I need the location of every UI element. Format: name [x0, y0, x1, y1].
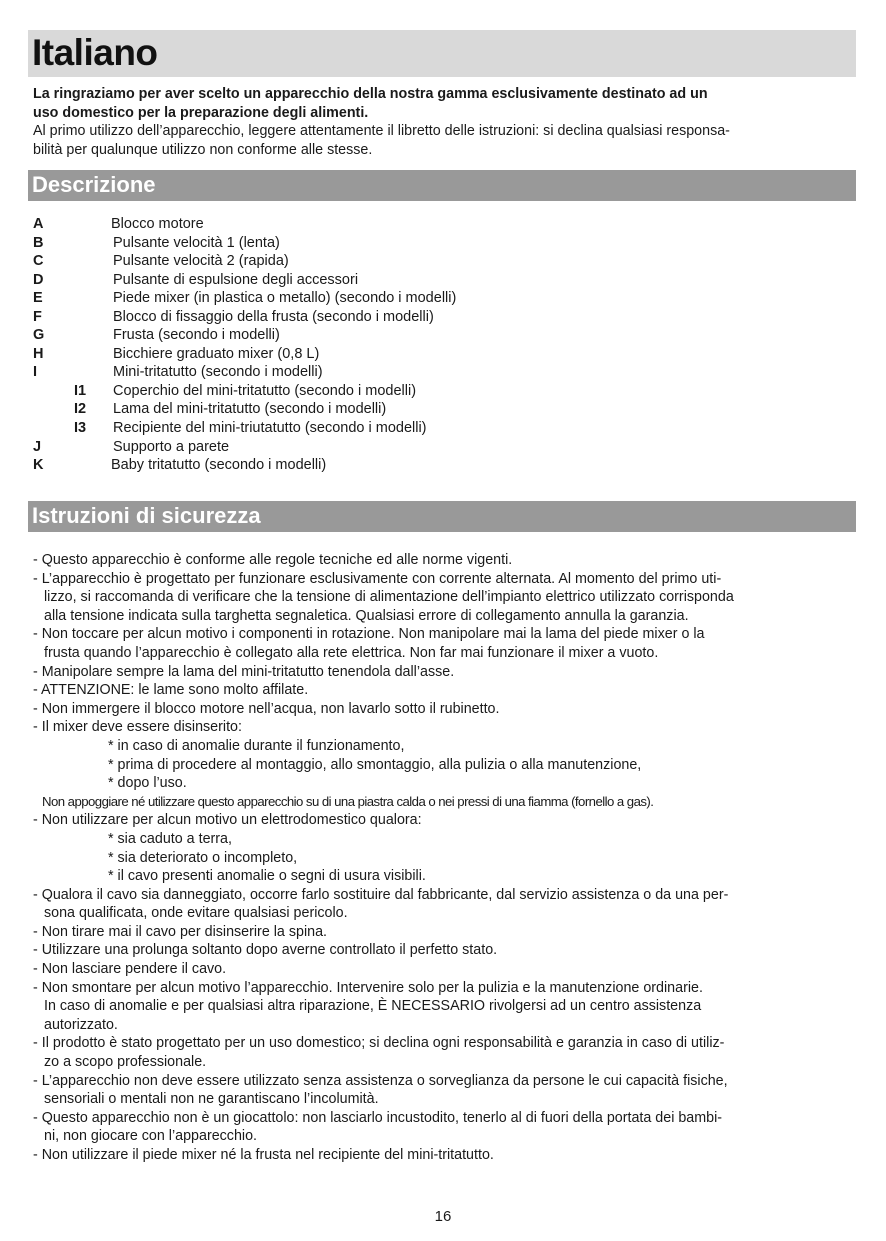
safety-line: - L’apparecchio non deve essere utilizzato senza assistenza o sorveglianza da persone le cui capacità fisiche, [33, 1072, 728, 1089]
part-label: Supporto a parete [113, 438, 230, 455]
parts-list [33, 215, 853, 475]
safety-line: - Manipolare sempre la lama del mini-tritatutto tenendola dall’asse. [33, 663, 455, 680]
list-item [33, 438, 853, 457]
safety-subitem: * il cavo presenti anomalie o segni di usura visibili. [108, 868, 426, 885]
safety-line: - L’apparecchio è progettato per funzionare esclusivamente con corrente alternata. Al momento del primo uti- [33, 570, 722, 587]
part-code: I3 [74, 420, 87, 437]
title-bar [28, 30, 856, 77]
list-item [33, 252, 853, 271]
part-code: G [33, 327, 45, 344]
safety-line: - Non lasciare pendere il cavo. [33, 961, 227, 978]
safety-subitem: * dopo l’uso. [108, 775, 187, 792]
description-header [28, 170, 856, 201]
page-title: Italiano [32, 32, 158, 73]
safety-line: ni, non giocare con l’apparecchio. [44, 1128, 258, 1145]
part-code: A [33, 216, 44, 232]
safety-item [33, 1072, 855, 1109]
section-title: Descrizione [32, 172, 156, 197]
list-item [33, 400, 853, 419]
part-label: Pulsante di espulsione degli accessori [113, 271, 359, 288]
safety-subitem: * prima di procedere al montaggio, allo smontaggio, alla pulizia o alla manutenzione, [108, 756, 642, 773]
part-code: F [33, 308, 42, 325]
part-label: Pulsante velocità 2 (rapida) [113, 253, 289, 270]
part-code: B [33, 234, 44, 251]
safety-line: Non appoggiare né utilizzare questo apparecchio su di una piastra calda o nei pressi di una fiamma (fornello a gas). [42, 793, 654, 809]
list-item [33, 382, 853, 401]
safety-line: - Non utilizzare il piede mixer né la frusta nel recipiente del mini-tritatutto. [33, 1147, 494, 1163]
part-code: I [33, 364, 38, 381]
page-number: 16 [434, 1208, 452, 1225]
safety-line: - Qualora il cavo sia danneggiato, occorre farlo sostituire dal fabbricante, dal servizio assistenza o da una per- [33, 886, 729, 903]
part-code: H [33, 345, 44, 362]
list-item [33, 271, 853, 290]
safety-line: - Non utilizzare per alcun motivo un elettrodomestico qualora: [33, 812, 422, 829]
list-item [33, 456, 853, 475]
part-code: C [33, 253, 44, 270]
list-item [33, 419, 853, 438]
safety-line: autorizzato. [44, 1016, 118, 1033]
safety-item [33, 570, 855, 626]
safety-line: - Il prodotto è stato progettato per un uso domestico; si declina ogni responsabilità e garanzia in caso di utiliz- [33, 1035, 725, 1052]
part-label: Mini-tritatutto (secondo i modelli) [113, 364, 323, 381]
part-label: Lama del mini-tritatutto (secondo i modelli) [113, 401, 387, 418]
safety-subitem: * in caso di anomalie durante il funzionamento, [108, 737, 405, 754]
safety-item [33, 979, 855, 1035]
safety-line: alla tensione indicata sulla targhetta segnaletica. Qualsiasi errore di collegamento annulla la garanzia. [44, 607, 689, 624]
safety-header [28, 501, 856, 532]
safety-line: sensoriali o mentali non ne garantiscano l’incolumità. [44, 1091, 379, 1108]
intro-text-line: Al primo utilizzo dell’apparecchio, leggere attentamente il libretto delle istruzioni: si declina qualsiasi responsa- [33, 123, 730, 140]
list-item [33, 289, 853, 308]
section-title: Istruzioni di sicurezza [32, 503, 261, 528]
part-label: Baby tritatutto (secondo i modelli) [111, 457, 327, 474]
safety-subitem: * sia caduto a terra, [108, 830, 232, 847]
part-label: Blocco di fissaggio della frusta (secondo i modelli) [113, 308, 434, 325]
safety-subitem: * sia deteriorato o incompleto, [108, 849, 298, 866]
safety-line: lizzo, si raccomanda di verificare che la tensione di alimentazione dell’impianto elettrico utilizzato corrisponda [44, 589, 734, 606]
safety-line: - Utilizzare una prolunga soltanto dopo averne controllato il perfetto stato. [33, 942, 498, 959]
safety-line: sona qualificata, onde evitare qualsiasi pericolo. [44, 905, 348, 922]
part-label: Recipiente del mini-triutatutto (secondo i modelli) [113, 420, 427, 437]
part-label: Bicchiere graduato mixer (0,8 L) [113, 345, 320, 362]
intro-paragraph [33, 85, 855, 159]
safety-item [33, 886, 855, 923]
safety-item [33, 1109, 855, 1146]
part-label: Piede mixer (in plastica o metallo) (secondo i modelli) [113, 290, 457, 307]
safety-line: - Non immergere il blocco motore nell’acqua, non lavarlo sotto il rubinetto. [33, 700, 500, 717]
safety-line: - ATTENZIONE: le lame sono molto affilate. [33, 682, 309, 699]
safety-line: In caso di anomalie e per qualsiasi altra riparazione, È NECESSARIO rivolgersi ad un centro assistenza [44, 998, 702, 1015]
list-item [33, 234, 853, 253]
list-item [33, 345, 853, 364]
intro-text-line: bilità per qualunque utilizzo non conforme alle stesse. [33, 141, 373, 158]
part-label: Frusta (secondo i modelli) [113, 327, 280, 344]
part-code: D [33, 271, 44, 288]
part-label: Coperchio del mini-tritatutto (secondo i modelli) [113, 382, 417, 399]
list-item [33, 308, 853, 327]
list-item [33, 363, 853, 382]
intro-bold-line: uso domestico per la preparazione degli alimenti. [33, 104, 369, 121]
safety-line: - Questo apparecchio non è un giocattolo: non lasciarlo incustodito, tenerlo al di fuori della portata dei bambi- [33, 1109, 723, 1126]
part-code: E [33, 290, 43, 307]
part-label: Pulsante velocità 1 (lenta) [113, 234, 280, 251]
safety-line: zo a scopo professionale. [44, 1054, 207, 1071]
safety-line: - Non tirare mai il cavo per disinserire la spina. [33, 923, 327, 940]
safety-line: - Non toccare per alcun motivo i componenti in rotazione. Non manipolare mai la lama del piede mixer o la [33, 626, 705, 643]
part-code: I2 [74, 401, 87, 418]
safety-line: frusta quando l’apparecchio è collegato alla rete elettrica. Non far mai funzionare il mixer a vuoto. [44, 644, 659, 661]
safety-line: - Questo apparecchio è conforme alle regole tecniche ed alle norme vigenti. [33, 552, 513, 568]
safety-line: - Non smontare per alcun motivo l’apparecchio. Intervenire solo per la pulizia e la manutenzione ordinarie. [33, 979, 703, 996]
list-item [33, 326, 853, 345]
intro-bold-line: La ringraziamo per aver scelto un apparecchio della nostra gamma esclusivamente destinato ad un [33, 86, 708, 102]
part-code: I1 [74, 382, 87, 399]
safety-line: - Il mixer deve essere disinserito: [33, 719, 242, 736]
part-code: K [33, 457, 44, 474]
safety-item [33, 1034, 855, 1071]
list-item [33, 215, 853, 234]
part-code: J [33, 438, 42, 455]
safety-instructions [33, 551, 855, 1165]
safety-item [33, 625, 855, 662]
part-label: Blocco motore [111, 216, 204, 232]
